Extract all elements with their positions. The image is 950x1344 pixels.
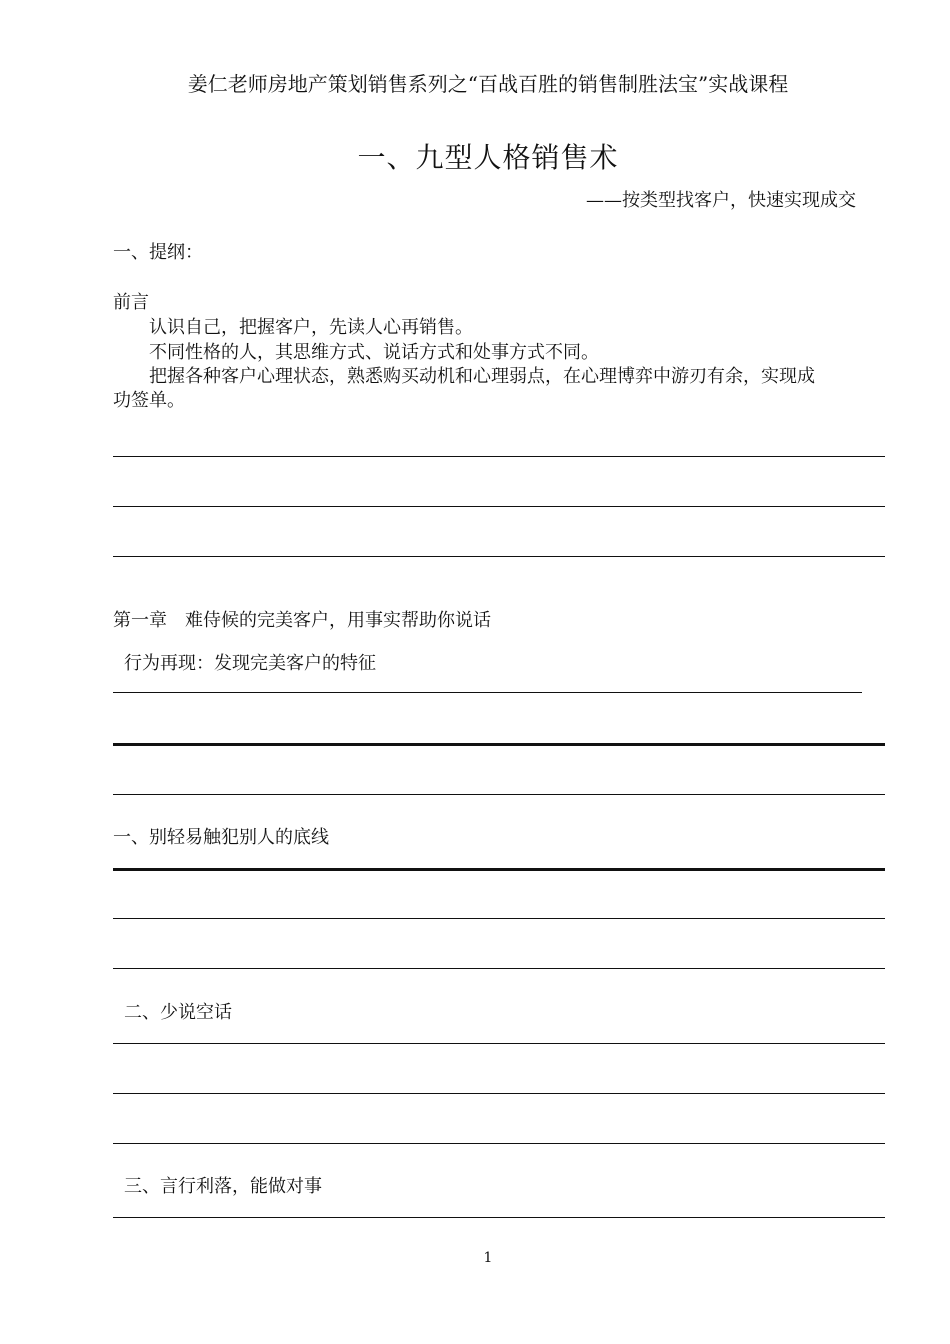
chapter-heading: 第一章 难侍候的完美客户，用事实帮助你说话 xyxy=(113,610,491,631)
preface-line-3-cont: 功签单。 xyxy=(113,390,185,411)
section-heading-2: 二、少说空话 xyxy=(124,1002,232,1023)
behavior-heading: 行为再现：发现完美客户的特征 xyxy=(124,653,376,674)
writing-line xyxy=(113,1143,885,1144)
page-number: 1 xyxy=(483,1250,493,1266)
preface-line-2: 不同性格的人，其思维方式、说话方式和处事方式不同。 xyxy=(149,342,599,363)
section-heading-1: 一、别轻易触犯别人的底线 xyxy=(113,827,329,848)
outline-heading: 一、提纲： xyxy=(113,242,203,263)
writing-line xyxy=(113,1093,885,1094)
writing-line xyxy=(113,968,885,969)
section-heading-3: 三、言行利落，能做对事 xyxy=(124,1176,322,1197)
writing-line xyxy=(113,743,885,746)
preface-heading: 前言 xyxy=(113,292,149,313)
writing-line xyxy=(113,1043,885,1044)
writing-line xyxy=(113,506,885,507)
document-subtitle: ——按类型找客户，快速实现成交 xyxy=(586,190,856,211)
writing-line xyxy=(113,556,885,557)
preface-line-3: 把握各种客户心理状态，熟悉购买动机和心理弱点，在心理博弈中游刃有余，实现成 xyxy=(149,366,815,387)
writing-line xyxy=(113,1217,885,1218)
writing-line xyxy=(113,868,885,871)
writing-line xyxy=(113,456,885,457)
document-header: 姜仁老师房地产策划销售系列之“百战百胜的销售制胜法宝”实战课程 xyxy=(187,72,789,96)
writing-line xyxy=(113,692,862,693)
writing-line xyxy=(113,918,885,919)
document-title: 一、九型人格销售术 xyxy=(357,141,619,174)
writing-line xyxy=(113,794,885,795)
preface-line-1: 认识自己，把握客户，先读人心再销售。 xyxy=(149,317,473,338)
